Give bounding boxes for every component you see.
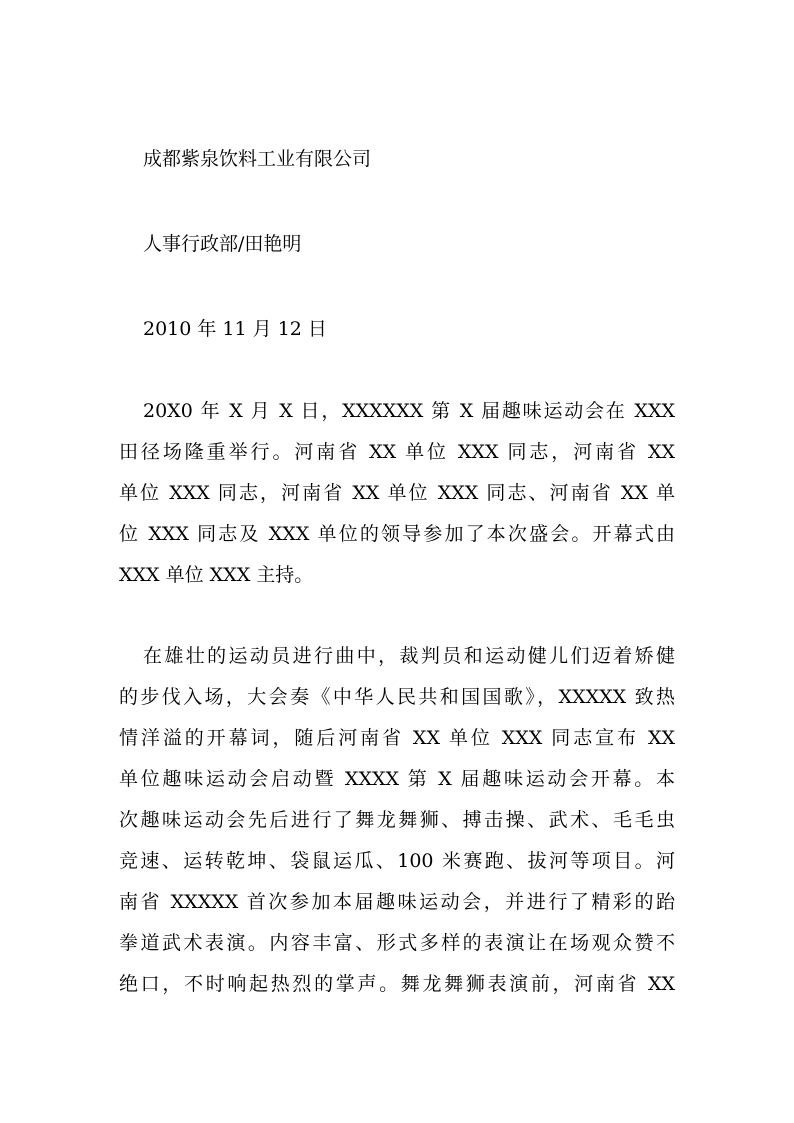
paragraph-line: 南省 XXXXX 首次参加本届趣味运动会，并进行了精彩的跆 <box>119 891 675 913</box>
paragraph-1 <box>119 391 675 596</box>
paragraph-line: 绝口，不时响起热烈的掌声。舞龙舞狮表演前，河南省 XX <box>119 973 675 995</box>
paragraph-line: 竞速、运转乾坤、袋鼠运瓜、100 米赛跑、拔河等项目。河 <box>119 850 675 872</box>
paragraph-line: 拳道武术表演。内容丰富、形式多样的表演让在场观众赞不 <box>119 932 675 954</box>
paragraph-line: 的步伐入场，大会奏《中华人民共和国国歌》，XXXXX 致热 <box>119 686 675 708</box>
department-author: 人事行政部/田艳明 <box>143 233 302 255</box>
paragraph-line: 在雄壮的运动员进行曲中，裁判员和运动健儿们迈着矫健 <box>143 645 675 667</box>
paragraph-line: 单位趣味运动会启动暨 XXXX 第 X 届趣味运动会开幕。本 <box>119 768 675 790</box>
paragraph-line: 次趣味运动会先后进行了舞龙舞狮、搏击操、武术、毛毛虫 <box>119 809 675 831</box>
paragraph-line: 单位 XXX 同志，河南省 XX 单位 XXX 同志、河南省 XX 单 <box>119 482 675 504</box>
paragraph-line: 20X0 年 X 月 X 日，XXXXXX 第 X 届趣味运动会在 XXX <box>143 400 675 422</box>
paragraph-line: 位 XXX 同志及 XXX 单位的领导参加了本次盛会。开幕式由 <box>119 523 675 545</box>
paragraph-line: XXX 单位 XXX 主持。 <box>119 564 314 586</box>
paragraph-line: 田径场隆重举行。河南省 XX 单位 XXX 同志，河南省 XX <box>119 441 675 463</box>
document-date: 2010 年 11 月 12 日 <box>143 318 327 340</box>
paragraph-2 <box>119 636 675 1005</box>
paragraph-line: 情洋溢的开幕词，随后河南省 XX 单位 XXX 同志宣布 XX <box>119 727 675 749</box>
company-name: 成都紫泉饮料工业有限公司 <box>143 148 372 170</box>
